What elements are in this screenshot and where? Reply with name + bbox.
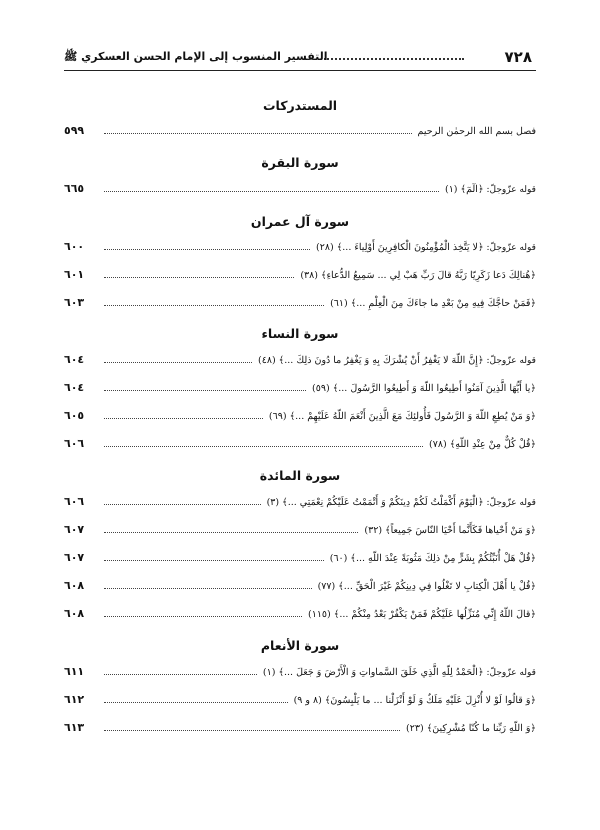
dot-leader bbox=[104, 438, 423, 447]
section-heading: سورة النساء bbox=[261, 326, 339, 341]
page-header bbox=[64, 44, 536, 71]
entry-page-number: ٥٩٩ bbox=[64, 124, 85, 137]
verse-reference: ﴿قُلْ هَلْ أُنَبِّئُكُمْ بِشَرٍّ مِنْ ذلِكَ مَثُوبَةً عِنْدَ اللّهِ ...﴾ (٦٠) bbox=[329, 553, 536, 564]
index-entry bbox=[64, 721, 536, 741]
dot-leader bbox=[104, 496, 261, 505]
entry-page-number: ٦٠٤ bbox=[64, 353, 85, 366]
dot-leader bbox=[104, 552, 324, 561]
verse-reference: ﴿قُلْ يا أَهْلَ الْكِتابِ لا تَغْلُوا فِي دِينِكُمْ غَيْرَ الْحَقِّ ...﴾ (٧٧) bbox=[317, 581, 536, 592]
entry-page-number: ٦٠٦ bbox=[64, 495, 85, 508]
section-heading: سورة البقرة bbox=[261, 155, 339, 170]
verse-reference: ﴿وَ قالُوا لَوْ لا أُنْزِلَ عَلَيْهِ مَلَكٌ وَ لَوْ أَنْزَلْنا ... ما يَلْبِسُونَ﴾ (٨ و ٩) bbox=[293, 695, 536, 706]
dot-leader bbox=[104, 410, 263, 419]
header-divider-dots bbox=[324, 48, 464, 60]
entry-page-number: ٦٠٥ bbox=[64, 409, 85, 422]
verse-reference: ﴿الْيَوْمَ أَكْمَلْتُ لَكُمْ دِينَكُمْ وَ أَتْمَمْتُ عَلَيْكُمْ نِعْمَتِي ...﴾ (٣) bbox=[266, 497, 484, 508]
verse-reference: ﴿الْحَمْدُ لِلّهِ الَّذِي خَلَقَ السَّماواتِ وَ الْأَرْضَ وَ جَعَلَ ...﴾ (١) bbox=[262, 667, 484, 678]
section-heading: سورة الأنعام bbox=[260, 638, 340, 653]
index-entry bbox=[64, 381, 536, 401]
dot-leader bbox=[104, 269, 294, 278]
verse-reference: ﴿إِنَّ اللّهَ لا يَغْفِرُ أَنْ يُشْرَكَ بِهِ وَ يَغْفِرُ ما دُونَ ذلِكَ ...﴾ (٤٨) bbox=[258, 355, 484, 366]
entry-page-number: ٦٠٧ bbox=[64, 551, 85, 564]
entry-page-number: ٦٠١ bbox=[64, 268, 85, 281]
dot-leader bbox=[104, 354, 252, 363]
entry-page-number: ٦٠٨ bbox=[64, 579, 85, 592]
verse-reference: ﴿فَمَنْ حاجَّكَ فِيهِ مِنْ بَعْدِ ما جاءَكَ مِنَ الْعِلْمِ ...﴾ (٦١) bbox=[330, 298, 536, 309]
entry-page-number: ٦٠٦ bbox=[64, 437, 85, 450]
index-entry bbox=[64, 268, 536, 288]
index-entry bbox=[64, 240, 536, 260]
verse-reference: ﴿الٓمٓ﴾ (١) bbox=[444, 184, 484, 195]
dot-leader bbox=[104, 608, 302, 617]
index-entry bbox=[64, 409, 536, 429]
running-title: التفسير المنسوب إلى الإمام الحسن العسكري ﷺ bbox=[64, 50, 328, 63]
entry-lead: قوله عزّوجلّ: bbox=[486, 243, 536, 253]
verse-reference: ﴿وَ مَنْ أَحْياها فَكَأَنَّما أَحْيَا النّاسَ جَمِيعاً﴾ (٣٢) bbox=[364, 525, 536, 536]
verse-reference: ﴿قالَ اللّهُ إِنِّي مُنَزِّلُها عَلَيْكُمْ فَمَنْ يَكْفُرْ بَعْدُ مِنْكُمْ ...﴾ (١١٥) bbox=[308, 609, 536, 620]
index-entry bbox=[64, 665, 536, 685]
entry-page-number: ٦١٢ bbox=[64, 693, 85, 706]
dot-leader bbox=[104, 241, 310, 250]
verse-reference: فصل بسم الله الرحمٰن الرحيم bbox=[417, 126, 536, 137]
entry-lead: قوله عزّوجلّ: bbox=[486, 185, 536, 195]
section-heading: سورة المائدة bbox=[259, 468, 341, 483]
entry-page-number: ٦١١ bbox=[64, 665, 85, 678]
index-entry bbox=[64, 523, 536, 543]
entry-page-number: ٦٦٥ bbox=[64, 182, 85, 195]
index-entry bbox=[64, 495, 536, 515]
entry-page-number: ٦٠٠ bbox=[64, 240, 85, 253]
verse-reference: ﴿قُلْ كُلٌّ مِنْ عِنْدِ اللّهِ﴾ (٧٨) bbox=[429, 439, 536, 450]
index-entry bbox=[64, 182, 536, 202]
entry-page-number: ٦٠٧ bbox=[64, 523, 85, 536]
verse-reference: ﴿وَ مَنْ يُطِعِ اللّهَ وَ الرَّسُولَ فَأُولئِكَ مَعَ الَّذِينَ أَنْعَمَ اللّهُ عَلَيْهِمْ ...﴾ (٦٩) bbox=[268, 411, 536, 422]
index-entry bbox=[64, 296, 536, 316]
dot-leader bbox=[104, 382, 306, 391]
index-entry bbox=[64, 551, 536, 571]
index-entry bbox=[64, 607, 536, 627]
dot-leader bbox=[104, 580, 312, 589]
entry-page-number: ٦٠٨ bbox=[64, 607, 85, 620]
entry-page-number: ٦١٣ bbox=[64, 721, 85, 734]
verse-reference: ﴿يا أَيُّهَا الَّذِينَ آمَنُوا أَطِيعُوا اللّهَ وَ أَطِيعُوا الرَّسُولَ ...﴾ (٥٩) bbox=[312, 383, 536, 394]
dot-leader bbox=[104, 297, 324, 306]
entry-lead: قوله عزّوجلّ: bbox=[486, 498, 536, 508]
dot-leader bbox=[104, 125, 412, 134]
index-entry bbox=[64, 579, 536, 599]
index-entry bbox=[64, 693, 536, 713]
verse-reference: ﴿لا يَتَّخِذ الْمُؤْمِنُونَ الْكافِرِينَ أَوْلِياءَ ...﴾ (٢٨) bbox=[316, 242, 484, 253]
verse-reference: ﴿وَ اللّهِ رَبِّنا ما كُنّا مُشْرِكِينَ﴾ (٢٣) bbox=[406, 723, 536, 734]
page-number: ٧٢٨ bbox=[504, 48, 532, 66]
dot-leader bbox=[104, 722, 400, 731]
entry-lead: قوله عزّوجلّ: bbox=[486, 668, 536, 678]
entry-lead: قوله عزّوجلّ: bbox=[486, 356, 536, 366]
section-heading: المستدركات bbox=[262, 98, 338, 113]
index-entry bbox=[64, 353, 536, 373]
section-heading: سورة آل عمران bbox=[250, 214, 350, 229]
dot-leader bbox=[104, 694, 288, 703]
entry-page-number: ٦٠٣ bbox=[64, 296, 85, 309]
verse-reference: ﴿هُنالِكَ دَعا زَكَرِيّا رَبَّهُ قالَ رَبِّ هَبْ لِي ... سَمِيعُ الدُّعاءِ﴾ (٣٨) bbox=[300, 270, 536, 281]
index-entry bbox=[64, 437, 536, 457]
dot-leader bbox=[104, 524, 358, 533]
index-entry bbox=[64, 124, 536, 144]
entry-page-number: ٦٠٤ bbox=[64, 381, 85, 394]
dot-leader bbox=[104, 666, 257, 675]
dot-leader bbox=[104, 183, 439, 192]
